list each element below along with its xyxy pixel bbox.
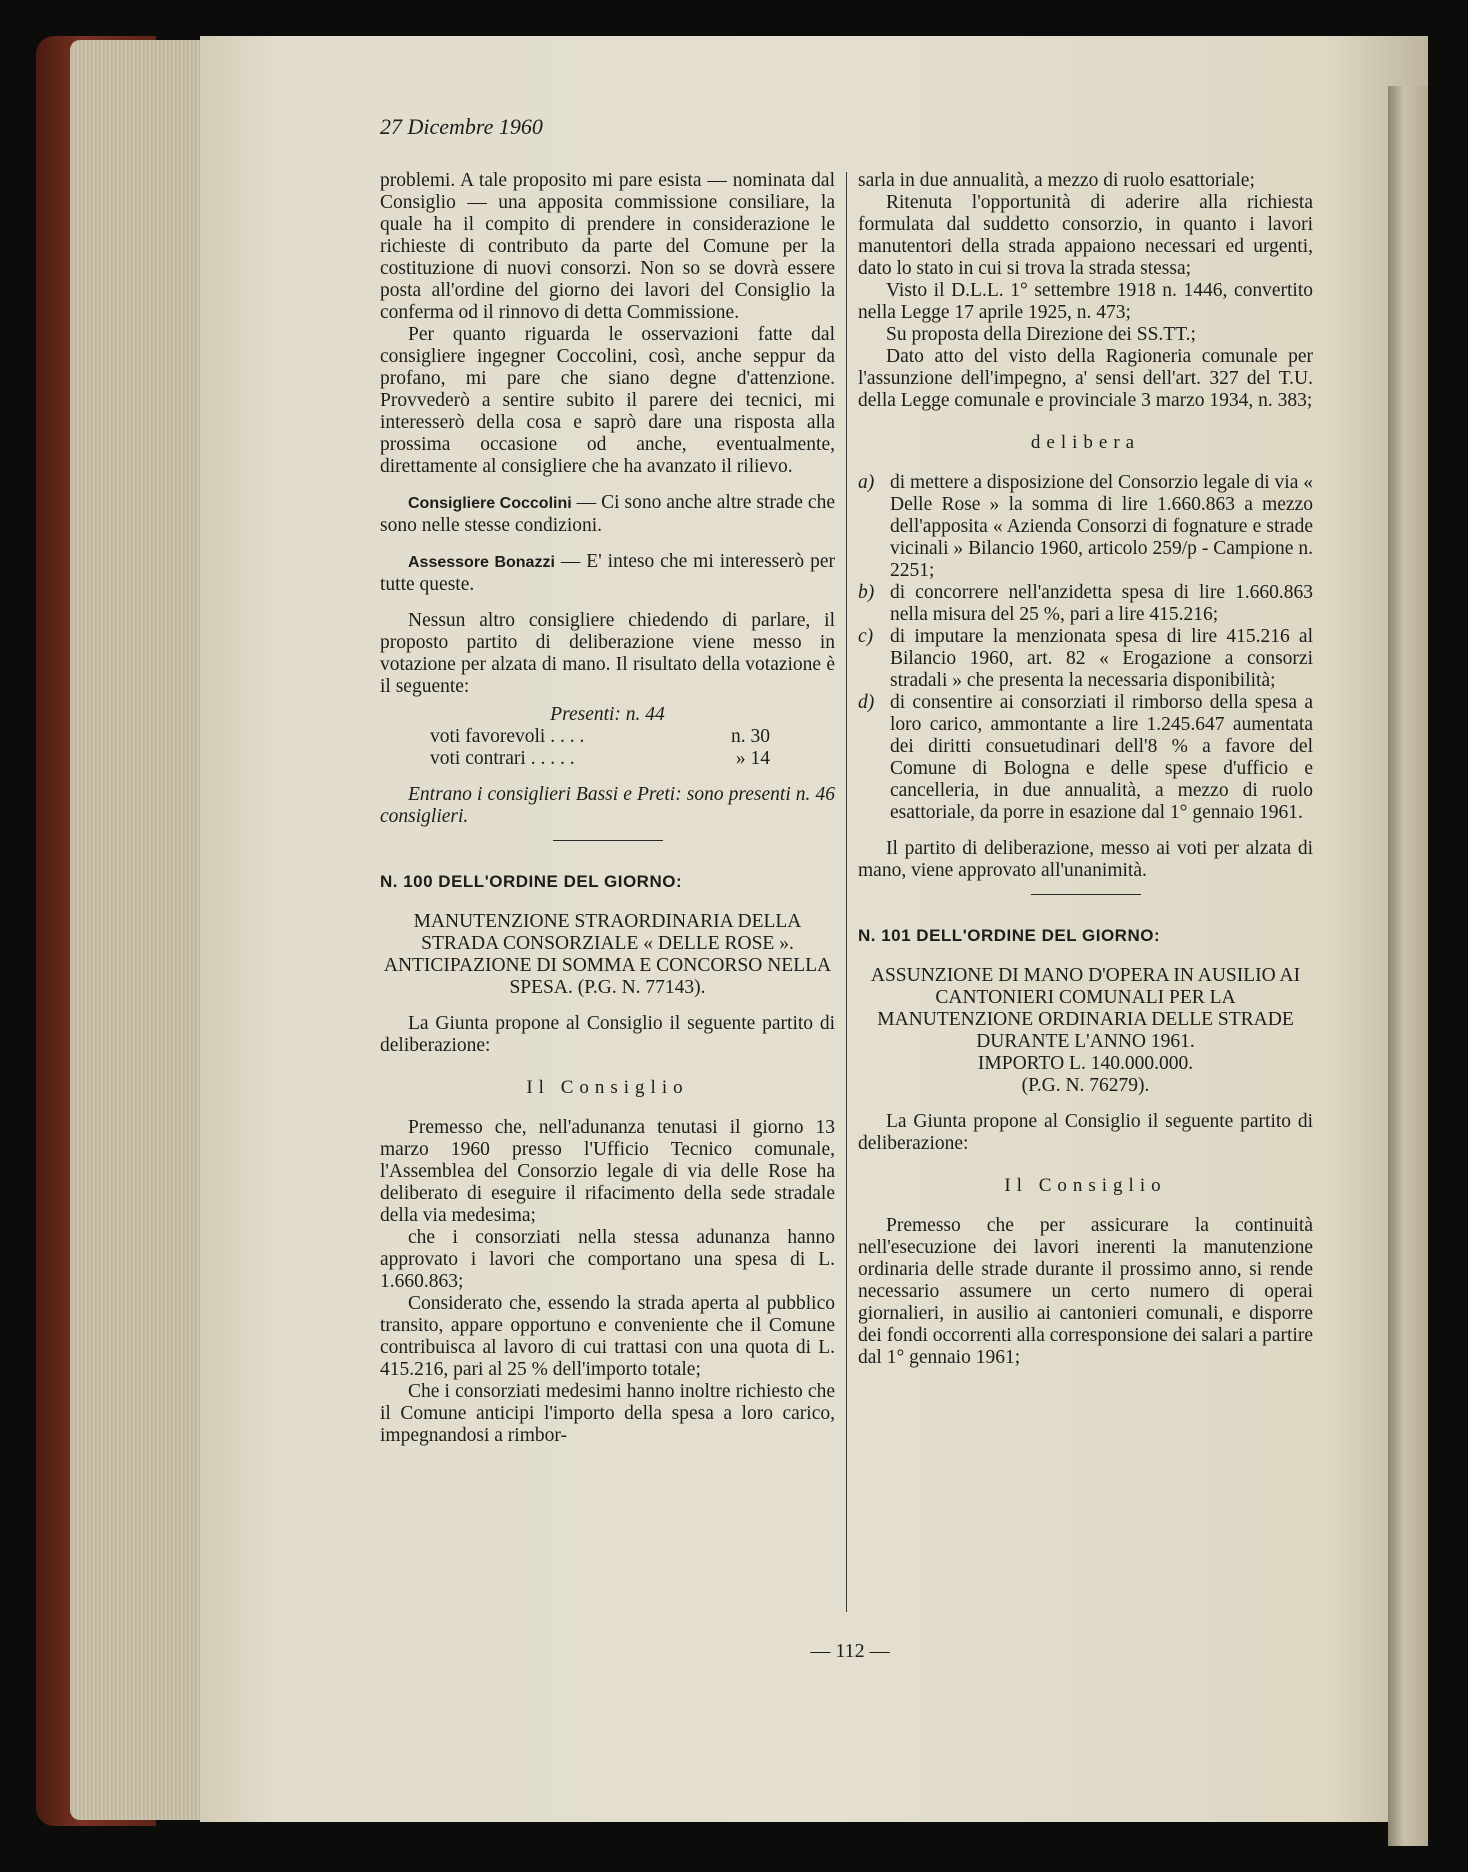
paragraph: Ritenuta l'opportunità di aderire alla richiesta formulata dal suddetto consorzio, in quanto i lavori manutentori della strada appaiono necessari ed urgenti, dato lo stato in cui si trova la strada stessa; [858,192,1313,279]
paragraph: Considerato che, essendo la strada aperta al pubblico transito, appare opportuno e conveniente che il Comune contribuisca al lavoro di cui trattasi con una quota di L. 415.216, pari al 25 % dell'importo totale; [380,1293,835,1380]
vote-presenti: Presenti: n. 44 [550,704,665,725]
paragraph: Visto il D.L.L. 1° settembre 1918 n. 1446, convertito nella Legge 17 aprile 1925, n. 473; [858,280,1313,323]
list-item [858,472,1313,582]
agenda-item-title: ASSUNZIONE DI MANO D'OPERA IN AUSILIO AI CANTONIERI COMUNALI PER LA MANUTENZIONE ORDINARIA DELLE STRADE DURANTE L'ANNO 1961. [870,965,1301,1052]
right-column [858,170,1313,1369]
paragraph: La Giunta propone al Consiglio il seguente partito di deliberazione: [380,1013,835,1056]
paragraph: La Giunta propone al Consiglio il seguente partito di deliberazione: [858,1111,1313,1154]
paragraph: che i consorziati nella stessa adunanza hanno approvato i lavori che comportano una spesa di L. 1.660.863; [380,1227,835,1292]
list-label: a) [858,472,875,493]
vote-row [430,726,770,748]
vote-label: voti favorevoli . . . . [430,726,585,747]
agenda-item-importo: IMPORTO L. 140.000.000. [977,1053,1194,1074]
list-text: di imputare la menzionata spesa di lire 415.216 al Bilancio 1960, art. 82 « Erogazione a consorzi stradali » che presenta la necessaria disponibilità; [890,626,1313,691]
running-header-date: 27 Dicembre 1960 [380,114,543,139]
speech-text: — Ci sono anche altre strade che sono nelle stesse condizioni. [380,492,835,536]
paragraph: Che i consorziati medesimi hanno inoltre richiesto che il Comune anticipi l'importo della spesa a loro carico, impegnandosi a rimbor- [380,1381,835,1446]
list-item [858,626,1313,692]
agenda-item-title: MANUTENZIONE STRAORDINARIA DELLA STRADA CONSORZIALE « DELLE ROSE ». ANTICIPAZIONE DI SOMMA E CONCORSO NELLA SPESA. (P.G. N. 77143). [383,911,832,998]
list-item [858,582,1313,626]
paragraph: Nessun altro consigliere chiedendo di parlare, il proposto partito di deliberazione viene messo in votazione per alzata di mano. Il risultato della votazione è il seguente: [380,610,835,697]
speech-bonazzi [380,551,835,596]
agenda-item-heading: N. 100 DELL'ORDINE DEL GIORNO: [380,872,683,891]
vote-label: voti contrari . . . . . [430,748,575,769]
speaker-name: Assessore Bonazzi [408,554,555,571]
il-consiglio-heading: Il Consiglio [1004,1175,1167,1196]
list-item [858,692,1313,824]
page-number: — 112 — [810,1640,890,1662]
page-content [380,110,1320,1670]
agenda-item-heading: N. 101 DELL'ORDINE DEL GIORNO: [858,926,1161,945]
left-column [380,170,835,1447]
list-text: di concorrere nell'anzidetta spesa di lire 1.660.863 nella misura del 25 %, pari a lire 415.216; [890,582,1313,625]
delibera-heading: delibera [1030,432,1141,453]
speech-coccolini [380,492,835,537]
vote-row [430,748,770,770]
paragraph: problemi. A tale proposito mi pare esista — nominata dal Consiglio — una apposita commissione consiliare, la quale ha il compito di prendere in considerazione le richieste di contributo da parte del Comune per la costituzione di nuovi consorzi. Non so se dovrà essere posta all'ordine del giorno dei lavori del Consiglio la conferma od il rinnovo di detta Commissione. [380,170,835,323]
entrano-note: Entrano i consiglieri Bassi e Preti: sono presenti n. 46 consiglieri. [380,784,835,827]
agenda-item-pg: (P.G. N. 76279). [1021,1075,1150,1096]
paragraph: Su proposta della Direzione dei SS.TT.; [886,324,1196,345]
paragraph: Premesso che, nell'adunanza tenutasi il giorno 13 marzo 1960 presso l'Ufficio Tecnico comunale, l'Assemblea del Consorzio legale di via delle Rose ha deliberato di eseguire il rifacimento della sede stradale della via medesima; [380,1117,835,1226]
list-text: di mettere a disposizione del Consorzio legale di via « Delle Rose » la somma di lire 1.660.863 a mezzo dell'apposita « Azienda Consorzi di fognature e strade vicinali » Bilancio 1960, articolo 259/p - Campione n. 2251; [890,472,1313,581]
il-consiglio-heading: Il Consiglio [526,1077,689,1098]
vote-value: n. 30 [731,726,770,747]
paragraph: Per quanto riguarda le osservazioni fatte dal consigliere ingegner Coccolini, così, anche seppur da profano, mi pare che siano degne d'attenzione. Provvederò a sentire subito il parere dei tecnici, mi interesserò della cosa e saprò dare una risposta alla prossima occasione od anche, eventualmente, direttamente al consigliere che ha avanzato il rilievo. [380,324,835,477]
vote-results [430,726,770,770]
paragraph: Il partito di deliberazione, messo ai voti per alzata di mano, viene approvato all'unanimità. [858,838,1313,881]
vote-value: » 14 [735,748,770,769]
speech-text: — E' inteso che mi interesserò per tutte queste. [380,551,835,595]
section-rule [553,840,663,841]
paragraph: sarla in due annualità, a mezzo di ruolo esattoriale; [858,170,1255,191]
speaker-name: Consigliere Coccolini [408,495,572,512]
column-divider [846,172,847,1612]
paragraph: Premesso che per assicurare la continuità nell'esecuzione dei lavori inerenti la manutenzione ordinaria delle strade durante il prossimo anno, si rende necessario assumere un certo numero di operai giornalieri, in ausilio ai cantonieri comunali, e disporre dei fondi occorrenti alla corresponsione dei salari a partire dal 1° gennaio 1961; [858,1215,1313,1368]
list-label: c) [858,626,874,647]
paragraph: Dato atto del visto della Ragioneria comunale per l'assunzione dell'impegno, a' sensi dell'art. 327 del T.U. della Legge comunale e provinciale 3 marzo 1934, n. 383; [858,346,1313,411]
delibera-list [858,472,1313,824]
facing-page-edge [1388,86,1428,1846]
list-label: b) [858,582,875,603]
list-label: d) [858,692,875,713]
list-text: di consentire ai consorziati il rimborso della spesa a loro carico, ammontante a lire 1.245.647 aumentata dei diritti consuetudinari dell'8 % a favore del Comune di Bologna e delle spese d'ufficio e cancelleria, in due annualità, a mezzo di ruolo esattoriale, da porre in esazione dal 1° gennaio 1961. [890,692,1313,823]
section-rule [1031,894,1141,895]
